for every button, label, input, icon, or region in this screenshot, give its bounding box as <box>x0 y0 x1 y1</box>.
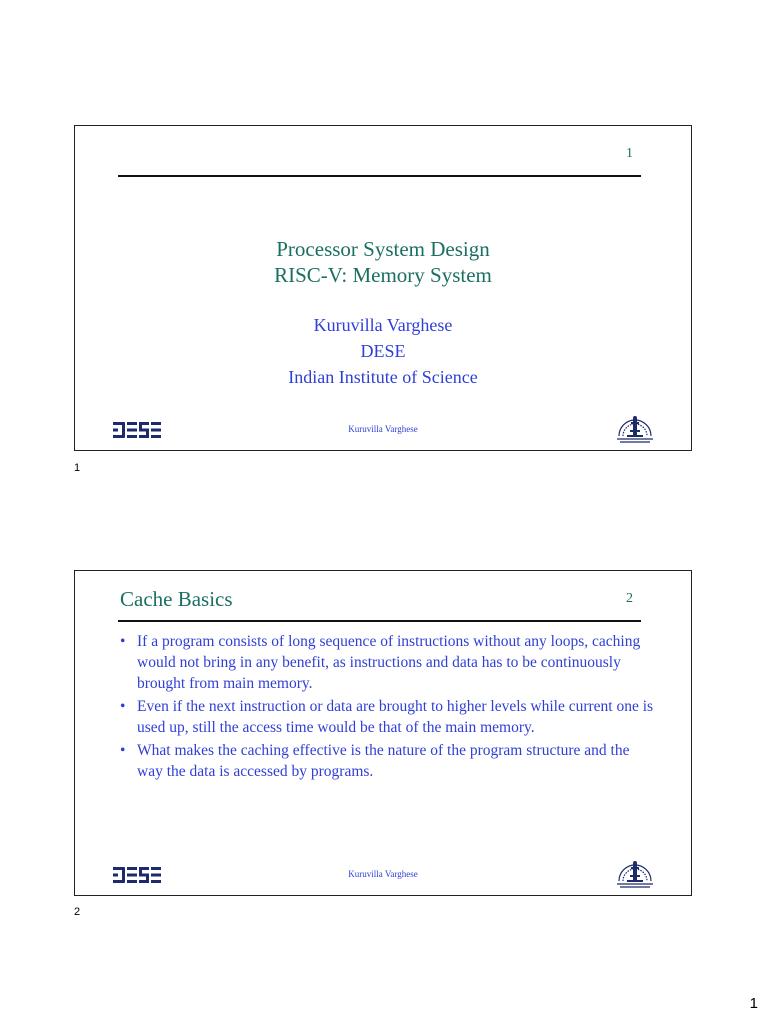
slide-label-2: 2 <box>74 906 81 918</box>
header-rule <box>118 175 641 177</box>
footer-author: Kuruvilla Varghese <box>348 869 418 879</box>
author-name: Kuruvilla Varghese <box>313 315 453 335</box>
bullet-item: • Even if the next instruction or data are brought to higher levels while current one is used up, still the access time would be that of the main memory. <box>119 696 659 738</box>
title-line-1: Processor System Design <box>276 237 490 261</box>
bullet-item: • What makes the caching effective is the nature of the program structure and the way the data is accessed by programs. <box>119 740 659 782</box>
author-block <box>75 312 691 390</box>
bullet-list <box>119 631 659 784</box>
footer-author: Kuruvilla Varghese <box>348 424 418 434</box>
title-line-2: RISC-V: Memory System <box>274 263 492 287</box>
slide-title <box>75 236 691 288</box>
slide-heading: Cache Basics <box>120 587 233 611</box>
slide-2 <box>74 570 692 896</box>
slide-label-1: 1 <box>74 462 81 474</box>
iisc-emblem-icon <box>615 855 655 889</box>
page-number: 1 <box>749 995 758 1012</box>
slide-number: 1 <box>626 146 633 161</box>
slide-1 <box>74 125 692 451</box>
header-rule <box>118 620 641 622</box>
slide-number: 2 <box>626 591 633 606</box>
iisc-emblem-icon <box>615 410 655 444</box>
bullet-item: • If a program consists of long sequence of instructions without any loops, caching would not bring in any benefit, as instructions and data has to be continuously brought from main memory. <box>119 631 659 694</box>
author-department: DESE <box>360 341 406 361</box>
author-institution: Indian Institute of Science <box>288 367 478 387</box>
